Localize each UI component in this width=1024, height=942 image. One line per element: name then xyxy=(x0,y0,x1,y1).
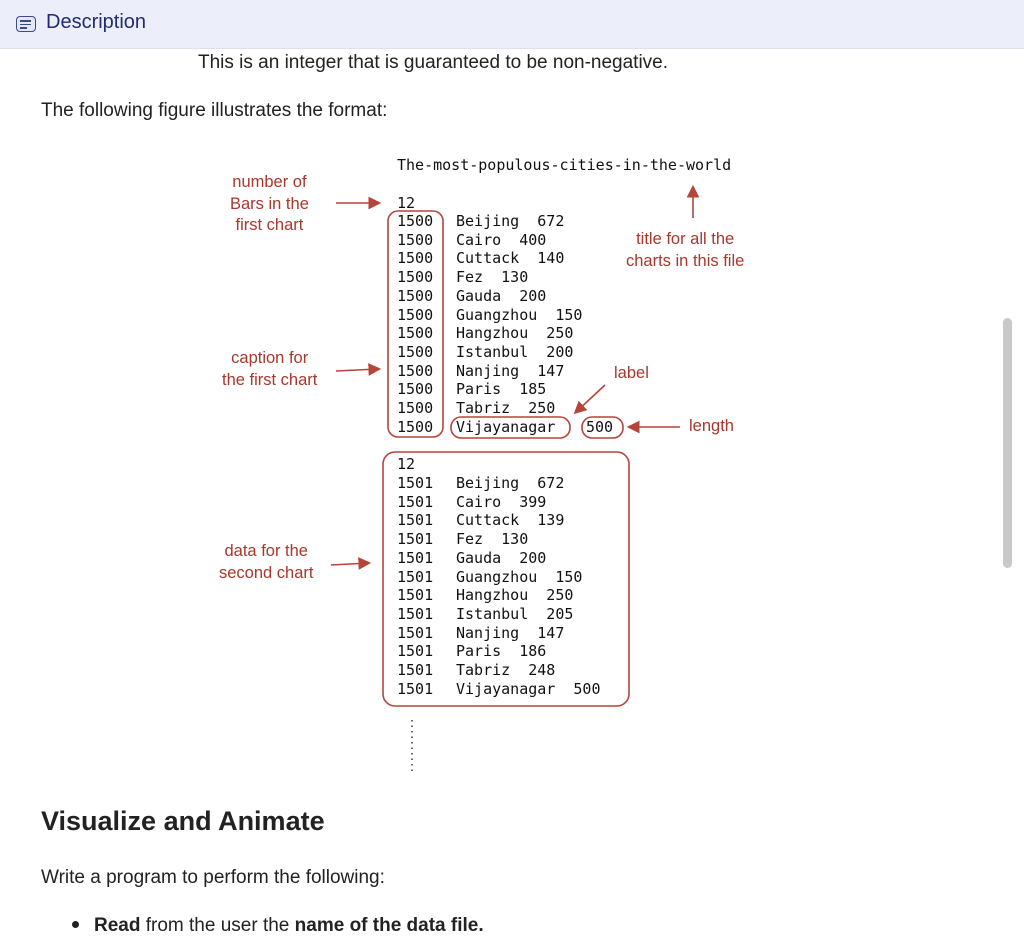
row-label-value: Istanbul 200 xyxy=(456,342,574,361)
row-label-value: Tabriz 248 xyxy=(456,661,556,679)
chart2-box xyxy=(383,452,629,706)
row-year: 1501 xyxy=(397,642,434,661)
chart1-count: 12 xyxy=(397,194,416,212)
row-label-value: Hangzhou 250 xyxy=(456,586,574,605)
row-length: 500 xyxy=(586,417,614,436)
row-year: 1500 xyxy=(397,342,434,361)
row-year: 1501 xyxy=(397,530,434,549)
row-label-value: Beijing 672 xyxy=(456,212,565,230)
row-label-value: Fez 130 xyxy=(456,268,529,287)
row-label-value: Istanbul 205 xyxy=(456,604,574,623)
row-year: 1501 xyxy=(397,661,434,679)
arrow-label xyxy=(576,385,605,412)
intro-line: This is an integer that is guaranteed to be non-negative. xyxy=(198,52,669,73)
row-label-value: Cuttack 139 xyxy=(456,511,565,530)
row-label-value: Nanjing 147 xyxy=(456,361,565,380)
row-label-value: Cairo 400 xyxy=(456,230,547,249)
arrow-caption xyxy=(336,369,378,371)
bullet-dot xyxy=(72,921,79,928)
row-label-value: Tabriz 250 xyxy=(456,399,556,417)
row-label-value: Gauda 200 xyxy=(456,286,547,305)
row-year: 1500 xyxy=(397,268,434,287)
annotation-length: length xyxy=(689,417,734,435)
row-label-value: Paris 186 xyxy=(456,642,547,661)
row-year: 1501 xyxy=(397,492,434,511)
row-label-value: Cuttack 140 xyxy=(456,249,565,268)
annotation-data: data for the second chart xyxy=(219,542,314,582)
row-year: 1501 xyxy=(397,474,434,492)
row-label-value: Paris 185 xyxy=(456,380,547,399)
row-year: 1501 xyxy=(397,679,434,698)
row-year: 1500 xyxy=(397,324,434,343)
row-label-value: Vijayanagar 500 xyxy=(456,679,601,698)
label-box xyxy=(451,417,570,438)
row-label-value: Beijing 672 xyxy=(456,474,565,492)
row-label-value: Guangzhou 150 xyxy=(456,567,583,586)
file-title: The-most-populous-cities-in-the-world xyxy=(397,156,732,174)
row-year: 1501 xyxy=(397,511,434,530)
row-year: 1500 xyxy=(397,305,434,324)
figure-intro: The following figure illustrates the format: xyxy=(41,100,388,121)
row-label-value: Nanjing 147 xyxy=(456,623,565,642)
row-label-value: Cairo 399 xyxy=(456,492,547,511)
annotation-bars: number of Bars in the first chart xyxy=(230,173,309,234)
scrollbar-thumb[interactable] xyxy=(1003,318,1012,568)
row-label-value: Fez 130 xyxy=(456,530,529,549)
annotation-label: label xyxy=(614,364,649,382)
row-year: 1501 xyxy=(397,567,434,586)
row-year: 1500 xyxy=(397,249,434,268)
length-box xyxy=(582,417,623,438)
row-label-value: Hangzhou 250 xyxy=(456,324,574,343)
bullet-item: Read from the user the name of the data file. xyxy=(94,915,484,936)
row-year: 1501 xyxy=(397,604,434,623)
row-year: 1501 xyxy=(397,548,434,567)
row-year: 1501 xyxy=(397,586,434,605)
section-heading: Visualize and Animate xyxy=(41,806,325,836)
annotation-caption: caption for the first chart xyxy=(222,349,318,389)
row-year: 1501 xyxy=(397,623,434,642)
row-year: 1500 xyxy=(397,417,434,436)
header-title: Description xyxy=(46,11,147,33)
row-label-value: Vijayanagar xyxy=(456,417,556,436)
row-year: 1500 xyxy=(397,399,434,417)
section-intro: Write a program to perform the following: xyxy=(41,867,385,888)
row-year: 1500 xyxy=(397,212,434,230)
row-year: 1500 xyxy=(397,230,434,249)
annotation-title: title for all the charts in this file xyxy=(626,230,745,270)
row-year: 1500 xyxy=(397,286,434,305)
row-year: 1500 xyxy=(397,361,434,380)
row-label-value: Guangzhou 150 xyxy=(456,305,583,324)
row-label-value: Gauda 200 xyxy=(456,548,547,567)
arrow-data xyxy=(331,563,368,565)
year-column-box xyxy=(388,211,443,437)
chart2-count: 12 xyxy=(397,455,416,473)
row-year: 1500 xyxy=(397,380,434,399)
